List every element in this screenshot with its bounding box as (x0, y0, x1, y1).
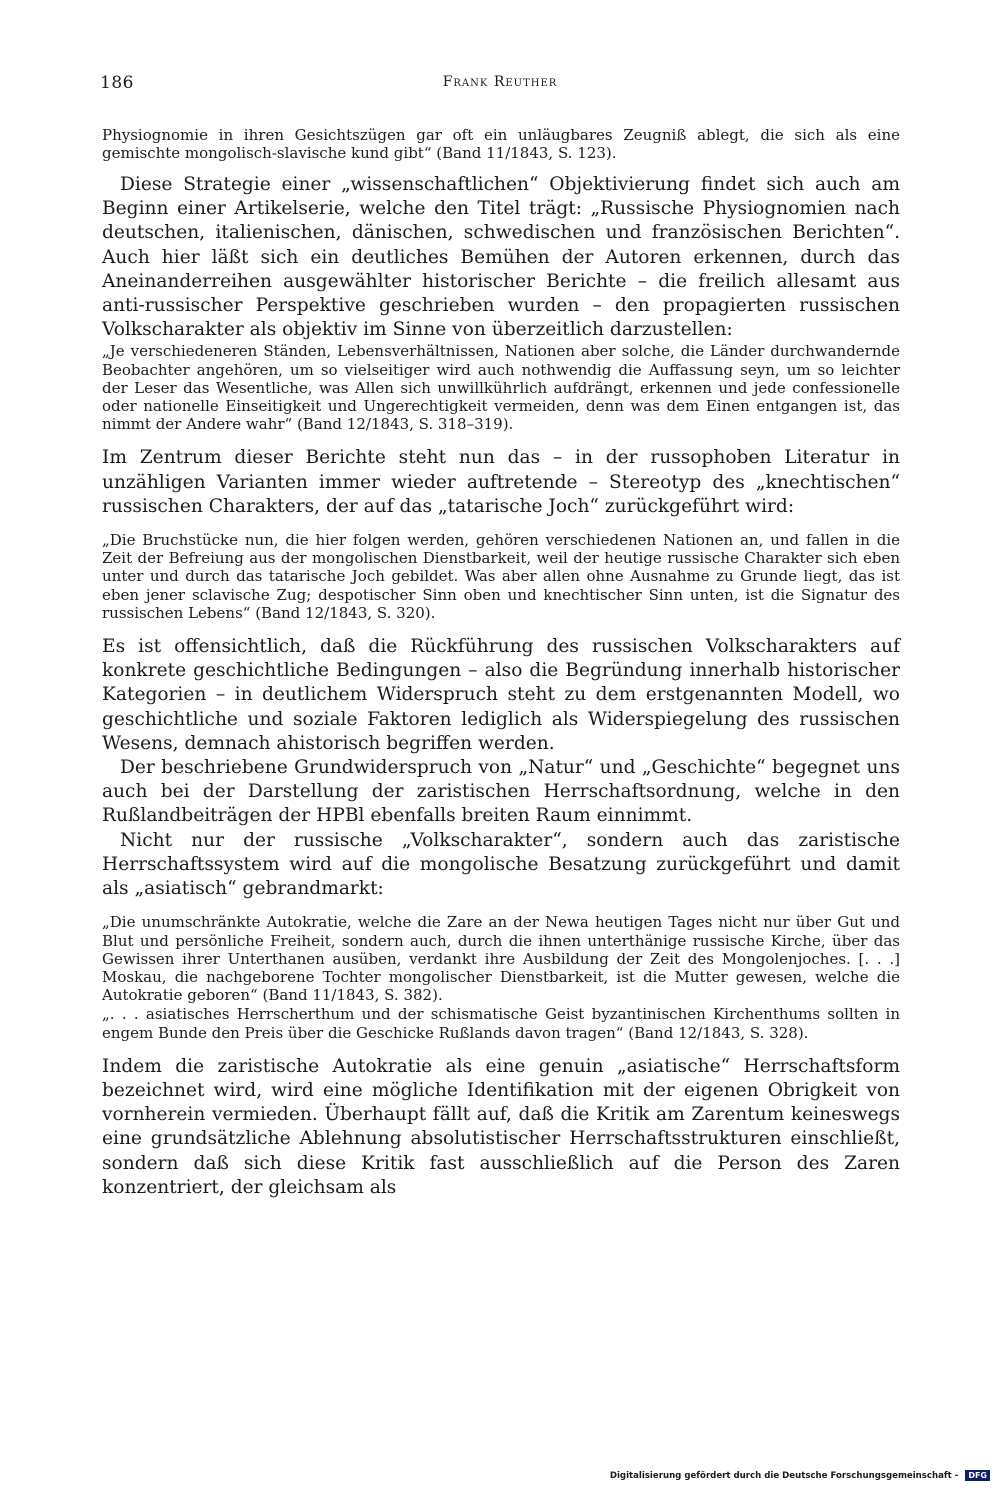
dfg-logo: DFG (965, 1470, 990, 1481)
paragraph: Diese Strategie einer „wissenschaftlichen“ Objektivierung findet sich auch am Beginn einer Artikelserie, welche den Titel trägt: „Russische Physiognomien nach deutschen, italienischen, dänischen, schwedischen und französischen Berichten“. Auch hier läßt sich ein deutliches Bemühen der Autoren erkennen, durch das Aneinanderreihen ausgewählter historischer Berichte – die freilich allesamt aus anti-russischer Perspektive geschrieben wurden – den propagierten russischen Volkscharakter als objektiv im Sinne von überzeitlich darzustellen: (102, 174, 900, 341)
credit-text: Digitalisierung gefördert durch die Deutsche Forschungsgemeinschaft - (609, 1471, 959, 1481)
body-text (102, 126, 900, 1200)
block-quote: „Die unumschränkte Autokratie, welche die Zare an der Newa heutigen Tages nicht nur über Gut und Blut und persönliche Freiheit, sondern auch, durch die ihnen unterthänige russische Kirche, über das Gewissen ihrer Unterthanen ausüben, verdankt ihre Ausbildung der Zeit des Mongolenjoches. [. . .] Moskau, die nachgeborene Tochter mongolischer Dienstbarkeit, ist die Mutter gewesen, welche die Autokratie geboren“ (Band 11/1843, S. 382). (102, 913, 900, 1005)
block-quote: „Die Bruchstücke nun, die hier folgen werden, gehören verschiedenen Nationen an, und fallen in die Zeit der Befreiung aus der mongolischen Dienstbarkeit, weil der heutige russische Charakter sich eben unter und durch das tatarische Joch gebildet. Was aber allen ohne Ausnahme zu Grunde liegt, das ist eben jener sclavische Zug; despotischer Sinn oben und knechtischer Sinn unten, ist die Signatur des russischen Lebens“ (Band 12/1843, S. 320). (102, 531, 900, 622)
digitization-credit (610, 1470, 990, 1481)
page-number: 186 (100, 73, 134, 93)
block-quote: „. . . asiatisches Herrscherthum und der schismatische Geist byzantinischen Kirchenthums sollten in engem Bunde den Preis über die Geschicke Rußlands davon tragen“ (Band 12/1843, S. 328). (102, 1005, 900, 1042)
running-head: Frank Reuther (442, 74, 558, 90)
page-header (100, 73, 900, 101)
paragraph: Nicht nur der russische „Volkscharakter“, sondern auch das zaristische Herrschaftssystem wird auf die mongolische Besatzung zurückgeführt und damit als „asiatisch“ gebrandmarkt: (102, 829, 900, 900)
paragraph: Der beschriebene Grundwiderspruch von „Natur“ und „Geschichte“ begegnet uns auch bei der Darstellung der zaristischen Herrschaftsordnung, welche in den Rußlandbeiträgen der HPBl ebenfalls breiten Raum einnimmt. (102, 757, 900, 827)
paragraph: Im Zentrum dieser Berichte steht nun das – in der russophoben Literatur in unzähligen Varianten immer wieder auftretende – Stereotyp des „knechtischen“ russischen Charakters, der auf das „tatarische Joch“ zurückgeführt wird: (102, 447, 900, 517)
paragraph: Indem die zaristische Autokratie als eine genuin „asiatische“ Herrschaftsform bezeichnet wird, wird eine mögliche Identifikation mit der eigenen Obrigkeit von vornherein vermieden. Überhaupt fällt auf, daß die Kritik am Zarentum keineswegs eine grundsätzliche Ablehnung absolutistischer Herrschaftsstrukturen einschließt, sondern daß sich diese Kritik fast ausschließlich auf die Person des Zaren konzentriert, der gleichsam als (102, 1055, 900, 1198)
block-quote: „Je verschiedeneren Ständen, Lebensverhältnissen, Nationen aber solche, die Länder durchwandernde Beobachter angehören, um so vielseitiger wird auch nothwendig die Auffassung seyn, um so leichter der Leser das Wesentliche, was Allen sich unwillkührlich aufdrängt, erkennen und jede confessionelle oder nationelle Einseitigkeit und Ungerechtigkeit vermeiden, denn was dem Einen entgangen ist, das nimmt der Andere wahr“ (Band 12/1843, S. 318–319). (102, 342, 900, 434)
paragraph-continuation: Physiognomie in ihren Gesichtszügen gar oft ein unläugbares Zeugniß ablegt, die sich als eine gemischte mongolisch-slavische kund gibt“ (Band 11/1843, S. 123). (102, 126, 900, 162)
paragraph: Es ist offensichtlich, daß die Rückführung des russischen Volkscharakters auf konkrete geschichtliche Bedingungen – also die Begründung innerhalb historischer Kategorien – in deutlichem Widerspruch steht zu dem erstgenannten Modell, wo geschichtliche und soziale Faktoren lediglich als Widerspiegelung des russischen Wesens, demnach ahistorisch begriffen werden. (102, 636, 900, 754)
